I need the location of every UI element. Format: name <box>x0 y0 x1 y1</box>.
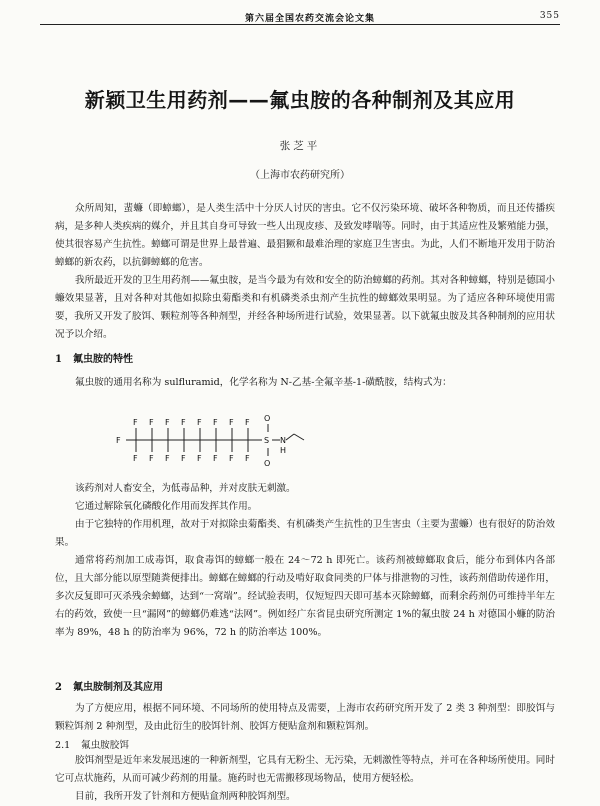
running-header <box>40 10 560 25</box>
subsection-number: 2.1 <box>55 740 71 751</box>
atom-o: O <box>264 459 271 468</box>
atom-f: F <box>181 418 186 427</box>
atom-f: F <box>213 418 218 427</box>
section-heading <box>55 678 163 693</box>
subsection-title: 氟虫胺胶饵 <box>81 740 129 751</box>
atom-f: F <box>165 454 170 463</box>
section-number: 1 <box>55 354 62 365</box>
atom-f: F <box>149 454 154 463</box>
atom-o: O <box>264 414 271 423</box>
atom-f: F <box>133 454 138 463</box>
atom-f: F <box>165 418 170 427</box>
section-title: 氟虫胺制剂及其应用 <box>73 682 163 693</box>
body-paragraph: 目前，我所开发了针剂和方便贴盒剂两种胶饵剂型。 <box>75 791 296 802</box>
section-heading <box>55 350 133 365</box>
intro-paragraph: 我所最近开发的卫生用药剂——氟虫胺，是当今最为有效和安全的防治蟑螂的药剂。其对各种蟑螂，特别是德国小蠊效果显著，且对各种对其他如拟除虫菊酯类和有机磷类杀虫剂产生抗性的蟑螂效果明显。为了适应各种环境使用需要，我所又开发了胶饵、颗粒剂等各种剂型，并经各种场所进行试验，效果显著。以下就氟虫胺及其各种制剂的应用状况予以介绍。 <box>55 275 555 340</box>
body-paragraph: 胶饵剂型是近年来发展迅速的一种新剂型，它具有无粉尘、无污染，无刺激性等特点，并可在各种场所使用。同时它可点状施药，从而可减少药剂的用量。施药时也无需搬移现场物品，使用方便轻松。 <box>55 755 555 784</box>
page-number: 355 <box>539 11 560 21</box>
section-number: 2 <box>55 682 62 693</box>
atom-f: F <box>197 418 202 427</box>
atom-f: F <box>116 436 121 445</box>
author: 张芝平 <box>279 140 321 152</box>
body-paragraph: 通常将药剂加工成毒饵，取食毒饵的蟑螂一般在 24～72 h 即死亡。该药剂被蟑螂取食后，能分布到体内各部位，且大部分能以原型随粪便排出。蟑螂在蟑螂的行动及啃好取食同类的尸体与排泄物的习性，该药剂借助传递作用，多次反复即可灭杀残余蟑螂，达到“一窝端”。经试验表明，仅短短四天即可基本灭除蟑螂，而剩余药剂仍可维持半年左右的药效，致使一旦“漏网”的蟑螂仍难逃“法网”。例如经广东省昆虫研究所测定 1%的氟虫胺 24 h 对德国小蠊的防治率为 89%，48 h 的防治率为 96%，72 h 的防治率达 100%。 <box>55 555 555 638</box>
body-paragraph: 为了方便应用，根据不同环境、不同场所的使用特点及需要，上海市农药研究所开发了 2 类 3 种剂型：即胶饵与颗粒饵剂 2 种剂型，及由此衍生的胶饵针剂、胶饵方便贴盒剂和颗粒饵剂。 <box>55 703 555 732</box>
intro-paragraph: 众所周知，蜚蠊（即蟑螂），是人类生活中十分厌人讨厌的害虫。它不仅污染环境、破坏各种物质，而且还传播疾病，是多种人类疾病的媒介，并且其自身可导致一些人出现皮疹、及致发哮喘等。同时，由于其适应性及繁殖能力强，使其很容易产生抗性。蟑螂可谓是世界上最普遍、最猖獗和最难治理的家庭卫生害虫。为此，人们不断地开发用于防治蟑螂的新农药，以抗御蟑螂的危害。 <box>55 203 555 268</box>
atom-f: F <box>213 454 218 463</box>
atom-n: N <box>280 436 286 445</box>
atom-f: F <box>149 418 154 427</box>
atom-f: F <box>229 418 234 427</box>
article-title: 新颖卫生用药剂——氟虫胺的各种制剂及其应用 <box>84 88 516 112</box>
atom-f: F <box>229 454 234 463</box>
subsection-heading <box>55 737 129 751</box>
affiliation: （上海市农药研究所） <box>250 170 350 181</box>
atom-f: F <box>245 454 250 463</box>
atom-s: S <box>264 436 270 445</box>
body-paragraph: 氟虫胺的通用名称为 sulfluramid，化学名称为 N-乙基-全氟辛基-1-磺酰胺，结构式为： <box>75 377 452 388</box>
structure-formula <box>112 406 312 476</box>
atom-f: F <box>245 418 250 427</box>
body-paragraph: 由于它独特的作用机理，故对于对拟除虫菊酯类、有机磷类产生抗性的卫生害虫（主要为蜚蠊）也有很好的防治效果。 <box>55 519 555 548</box>
body-paragraph: 它通过解除氧化磷酸化作用而发挥其作用。 <box>75 501 258 512</box>
atom-f: F <box>133 418 138 427</box>
body-paragraph: 该药剂对人畜安全，为低毒品种，并对皮肤无刺激。 <box>75 483 296 494</box>
sulfluramid-structure <box>112 406 312 476</box>
section-title: 氟虫胺的特性 <box>73 354 133 365</box>
atom-f: F <box>181 454 186 463</box>
conference-name: 第六届全国农药交流会论文集 <box>245 14 376 24</box>
atom-h: H <box>280 446 287 455</box>
atom-f: F <box>197 454 202 463</box>
